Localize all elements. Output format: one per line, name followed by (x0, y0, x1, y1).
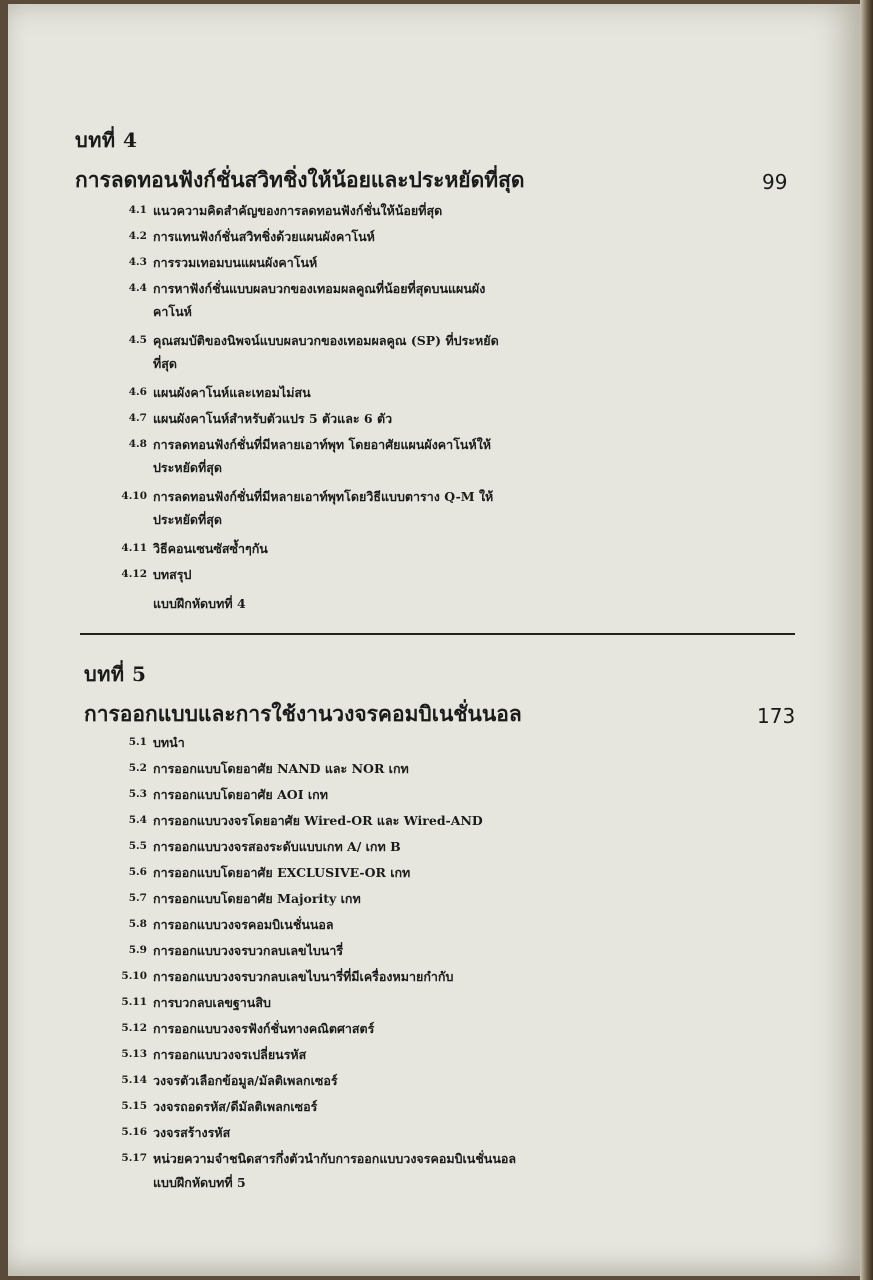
section-title-continued: ที่สุด (153, 356, 177, 371)
chapter-5-title: การออกแบบและการใช้งานวงจรคอมบิเนชั่นนอล (84, 701, 522, 726)
section-number: 5.14 (121, 1074, 147, 1086)
section-title: การออกแบบโดยอาศัย NAND และ NOR เกท (153, 761, 409, 776)
section-title-continued: ประหยัดที่สุด (153, 512, 223, 527)
section-number: 5.2 (128, 762, 147, 774)
section-number: 5.6 (128, 866, 147, 878)
chapter-4-label: บทที่ 4 (75, 128, 138, 152)
section-title: การออกแบบโดยอาศัย AOI เกท (153, 787, 328, 802)
section-number: 5.11 (121, 996, 147, 1008)
section-title: การออกแบบวงจรฟังก์ชั่นทางคณิตศาสตร์ (153, 1021, 375, 1036)
section-number: 4.10 (121, 490, 147, 502)
section-number: 4.4 (128, 282, 147, 294)
section-title: การบวกลบเลขฐานสิบ (153, 995, 271, 1010)
section-number: 4.12 (121, 568, 147, 580)
chapter-divider (80, 633, 795, 635)
chapter-5-page-number: 173 (757, 704, 796, 728)
section-number: 5.5 (128, 840, 147, 852)
section-number: 5.1 (128, 736, 147, 748)
chapter-4-page-number: 99 (762, 170, 788, 194)
section-number: 5.17 (121, 1152, 147, 1164)
section-number: 4.11 (121, 542, 147, 554)
section-number: 5.12 (121, 1022, 147, 1034)
section-number: 4.6 (128, 386, 147, 398)
section-number: 4.5 (128, 334, 147, 346)
section-title: การรวมเทอมบนแผนผังคาโนห์ (153, 255, 318, 270)
section-title: วงจรถอดรหัส/ดีมัลติเพลกเซอร์ (153, 1099, 318, 1114)
section-number: 5.8 (128, 918, 147, 930)
section-title: การออกแบบวงจรสองระดับแบบเกท A/ เกท B (153, 839, 401, 854)
section-number: 5.13 (121, 1048, 147, 1060)
section-title: การออกแบบโดยอาศัย EXCLUSIVE-OR เกท (153, 865, 411, 880)
section-title: แนวความคิดสำคัญของการลดทอนฟังก์ชั่นให้น้อยที่สุด (153, 203, 443, 218)
section-title: การออกแบบวงจรโดยอาศัย Wired-OR และ Wired-AND (153, 813, 483, 828)
section-number: 4.2 (128, 230, 147, 242)
section-title: วงจรตัวเลือกข้อมูล/มัลติเพลกเซอร์ (153, 1073, 338, 1088)
section-title: การลดทอนฟังก์ชั่นที่มีหลายเอาท์พุท โดยอาศัยแผนผังคาโนห์ให้ (153, 437, 492, 452)
section-number: 5.7 (128, 892, 147, 904)
section-number: 5.16 (121, 1126, 147, 1138)
section-number: 5.3 (128, 788, 147, 800)
section-title: การออกแบบวงจรบวกลบเลขไบนารี่ที่มีเครื่องหมายกำกับ (153, 969, 454, 984)
section-number: 4.3 (128, 256, 147, 268)
section-title: บทสรุป (153, 567, 192, 582)
section-number: 5.4 (128, 814, 147, 826)
section-number: 5.9 (128, 944, 147, 956)
section-title: การออกแบบวงจรเปลี่ยนรหัส (153, 1047, 307, 1062)
section-title: การออกแบบโดยอาศัย Majority เกท (153, 891, 361, 906)
section-title: การออกแบบวงจรคอมบิเนชั่นนอล (153, 917, 334, 932)
section-title: วงจรสร้างรหัส (153, 1125, 231, 1140)
section-title: หน่วยความจำชนิดสารกึ่งตัวนำกับการออกแบบวงจรคอมบิเนชั่นนอล (153, 1151, 517, 1166)
section-title-continued: คาโนห์ (153, 304, 192, 319)
chapter-5-exercise: แบบฝึกหัดบทที่ 5 (153, 1175, 246, 1190)
section-title: แผนผังคาโนห์และเทอมไม่สน (153, 385, 311, 400)
section-number: 5.15 (121, 1100, 147, 1112)
section-title: การแทนฟังก์ชั่นสวิทชิ่งด้วยแผนผังคาโนห์ (153, 229, 375, 244)
section-number: 4.1 (128, 204, 147, 216)
page-edge (860, 0, 873, 1280)
section-title: การหาฟังก์ชั่นแบบผลบวกของเทอมผลคูณที่น้อยที่สุดบนแผนผัง (153, 281, 486, 296)
chapter-4-exercise: แบบฝึกหัดบทที่ 4 (153, 596, 246, 611)
chapter-5-label: บทที่ 5 (84, 662, 147, 686)
section-number: 4.7 (128, 412, 147, 424)
section-title: แผนผังคาโนห์สำหรับตัวแปร 5 ตัวและ 6 ตัว (153, 411, 393, 426)
section-number: 4.8 (128, 438, 147, 450)
section-title: การลดทอนฟังก์ชั่นที่มีหลายเอาท์พุทโดยวิธีแบบตาราง Q-M ให้ (153, 489, 494, 504)
chapter-4-title: การลดทอนฟังก์ชั่นสวิทชิ่งให้น้อยและประหยัดที่สุด (75, 167, 525, 192)
section-title: บทนำ (153, 735, 185, 750)
section-title: การออกแบบวงจรบวกลบเลขไบนารี่ (153, 943, 344, 958)
section-title: วิธีคอนเซนซัสซ้ำๆกัน (153, 541, 268, 556)
section-number: 5.10 (121, 970, 147, 982)
section-title: คุณสมบัติของนิพจน์แบบผลบวกของเทอมผลคูณ (SP) ที่ประหยัด (153, 333, 499, 348)
section-title-continued: ประหยัดที่สุด (153, 460, 223, 475)
